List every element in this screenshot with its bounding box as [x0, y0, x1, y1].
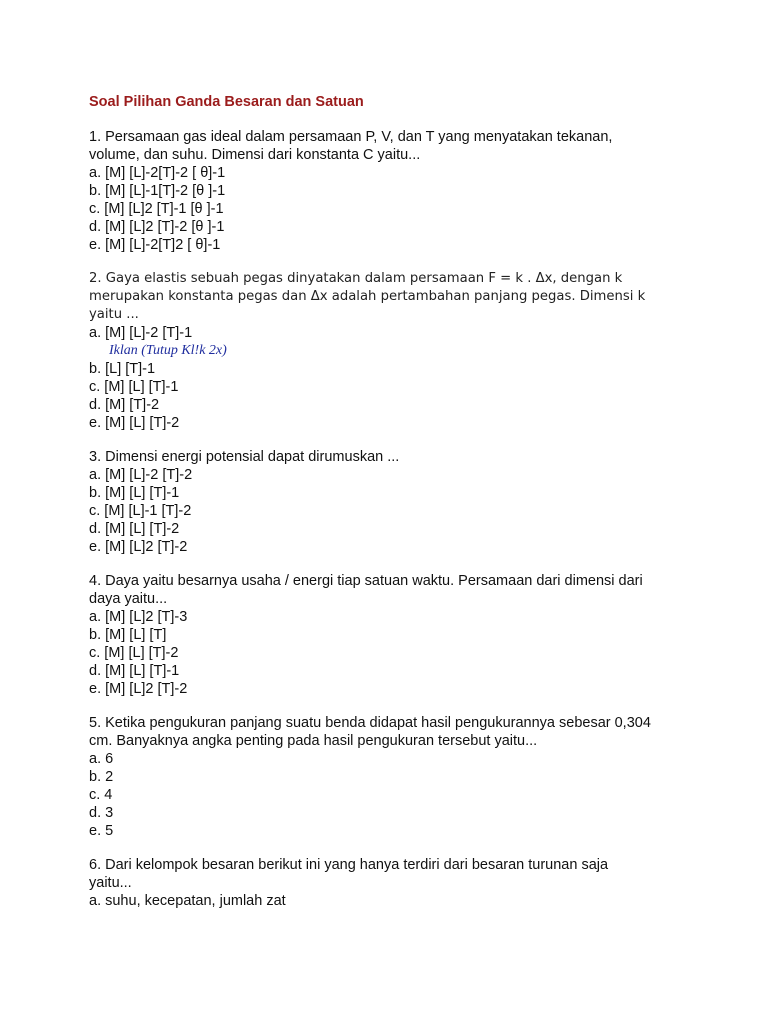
question-3-line-1: 3. Dimensi energi potensial dapat dirumuskan ...: [89, 449, 400, 465]
question-6: [89, 856, 729, 910]
question-5-line-1: 5. Ketika pengukuran panjang suatu benda didapat hasil pengukurannya sebesar 0,304: [89, 715, 651, 731]
question-2: [89, 270, 729, 432]
question-3-option-a: a. [M] [L]-2 [T]-2: [89, 467, 193, 483]
question-4-option-e: e. [M] [L]2 [T]-2: [89, 681, 188, 697]
question-5-option-e: e. 5: [89, 823, 114, 839]
question-1-option-d: d. [M] [L]2 [T]-2 [θ ]-1: [89, 219, 225, 235]
question-5-line-2: cm. Banyaknya angka penting pada hasil pengukuran tersebut yaitu...: [89, 733, 538, 749]
question-2-option-c: c. [M] [L] [T]-1: [89, 379, 179, 395]
question-4-option-c: c. [M] [L] [T]-2: [89, 645, 179, 661]
question-2-line-1: 2. Gaya elastis sebuah pegas dinyatakan dalam persamaan F = k . Δx, dengan k: [89, 271, 623, 286]
question-1-line-1: 1. Persamaan gas ideal dalam persamaan P, V, dan T yang menyatakan tekanan,: [89, 129, 613, 145]
question-1: [89, 128, 729, 254]
question-2-option-b: b. [L] [T]-1: [89, 361, 156, 377]
question-5-option-c: c. 4: [89, 787, 113, 803]
question-2-line-3: yaitu ...: [89, 307, 139, 322]
question-3-option-c: c. [M] [L]-1 [T]-2: [89, 503, 192, 519]
question-4-option-a: a. [M] [L]2 [T]-3: [89, 609, 188, 625]
question-4-option-b: b. [M] [L] [T]: [89, 627, 167, 643]
question-3-option-b: b. [M] [L] [T]-1: [89, 485, 180, 501]
question-5-option-d: d. 3: [89, 805, 114, 821]
question-1-option-a: a. [M] [L]-2[T]-2 [ θ]-1: [89, 165, 226, 181]
question-5-option-a: a. 6: [89, 751, 114, 767]
ad-close-link[interactable]: Iklan (Tutup Kl!k 2x): [109, 343, 227, 358]
question-4-line-2: daya yaitu...: [89, 591, 168, 607]
question-6-line-1: 6. Dari kelompok besaran berikut ini yang hanya terdiri dari besaran turunan saja: [89, 857, 609, 873]
question-2-option-a: a. [M] [L]-2 [T]-1: [89, 325, 193, 341]
question-1-option-c: c. [M] [L]2 [T]-1 [θ ]-1: [89, 201, 224, 217]
question-3: [89, 448, 729, 556]
document-page: [89, 92, 729, 926]
question-6-line-2: yaitu...: [89, 875, 132, 891]
question-1-line-2: volume, dan suhu. Dimensi dari konstanta C yaitu...: [89, 147, 421, 163]
question-2-line-2: merupakan konstanta pegas dan Δx adalah pertambahan panjang pegas. Dimensi k: [89, 289, 646, 304]
question-5: [89, 714, 729, 840]
question-4-line-1: 4. Daya yaitu besarnya usaha / energi tiap satuan waktu. Persamaan dari dimensi dari: [89, 573, 643, 589]
question-3-option-e: e. [M] [L]2 [T]-2: [89, 539, 188, 555]
question-1-option-e: e. [M] [L]-2[T]2 [ θ]-1: [89, 237, 221, 253]
document-title: Soal Pilihan Ganda Besaran dan Satuan: [89, 94, 364, 110]
question-6-option-a: a. suhu, kecepatan, jumlah zat: [89, 893, 286, 909]
question-5-option-b: b. 2: [89, 769, 114, 785]
question-2-option-e: e. [M] [L] [T]-2: [89, 415, 180, 431]
question-2-option-d: d. [M] [T]-2: [89, 397, 160, 413]
question-1-option-b: b. [M] [L]-1[T]-2 [θ ]-1: [89, 183, 226, 199]
question-4: [89, 572, 729, 698]
question-3-option-d: d. [M] [L] [T]-2: [89, 521, 180, 537]
question-4-option-d: d. [M] [L] [T]-1: [89, 663, 180, 679]
